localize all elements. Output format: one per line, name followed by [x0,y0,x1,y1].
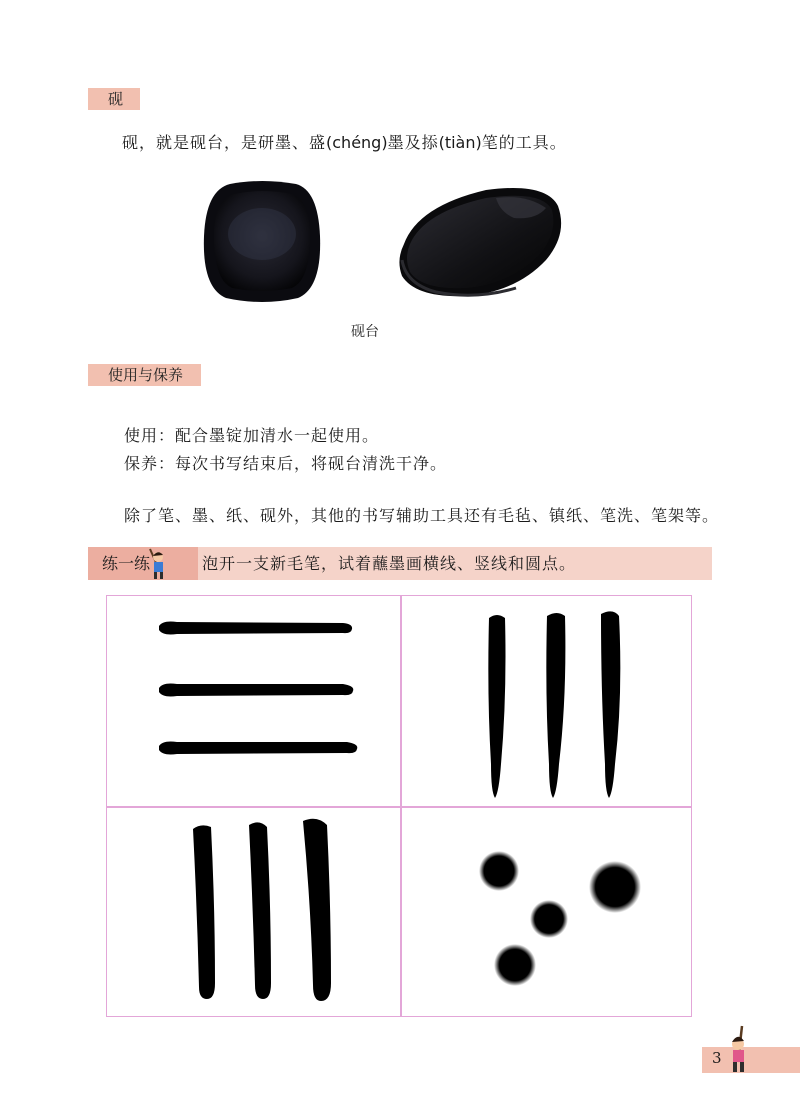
intro-text-a: 砚，就是砚台，是研墨、盛 [122,133,327,152]
ink-dot [494,944,536,986]
intro-paragraph [122,130,567,153]
inkstone-photo-angled [396,184,566,302]
intro-text-b: 墨及掭 [387,133,439,152]
vertical-stroke [601,611,620,798]
horizontal-strokes-example [107,596,400,806]
figure-caption: 砚台 [351,324,379,340]
intro-text-c: 笔的工具。 [481,133,567,152]
vertical-strokes-blunt-example [107,807,400,1018]
section-tag-use: 使用与保养 [88,364,201,386]
dots-example [401,807,693,1018]
care-line: 保养：每次书写结束后，将砚台清洗干净。 [124,454,448,473]
horizontal-stroke [159,622,352,635]
kid-with-brush-icon [144,547,172,580]
ink-dot [589,861,641,913]
practice-label-text: 练一练 [102,554,151,573]
vertical-stroke [303,819,331,1001]
practice-bar [88,547,712,580]
practice-label [88,547,198,580]
section-tag-yan: 砚 [88,88,140,110]
practice-instruction: 泡开一支新毛笔，试着蘸墨画横线、竖线和圆点。 [202,554,577,573]
horizontal-stroke [159,742,357,755]
usage-line: 使用：配合墨锭加清水一起使用。 [124,426,380,445]
pinyin-cheng: (chéng) [326,133,388,152]
inkstone-photo-front [200,176,324,306]
kid-with-brush-icon [724,1024,754,1074]
note-paragraph: 除了笔、墨、纸、砚外，其他的书写辅助工具还有毛毡、镇纸、笔洗、笔架等。 [124,506,720,525]
vertical-stroke [249,822,271,999]
pinyin-tian: (tiàn) [438,133,482,152]
horizontal-stroke [159,684,353,697]
vertical-stroke [488,615,505,798]
vertical-stroke [193,825,215,999]
vertical-stroke [546,613,565,798]
ink-dot [479,851,519,891]
ink-dot [530,900,568,938]
practice-grid [106,595,692,1017]
page-number: 3 [712,1049,722,1067]
vertical-strokes-tapered-example [401,596,693,806]
